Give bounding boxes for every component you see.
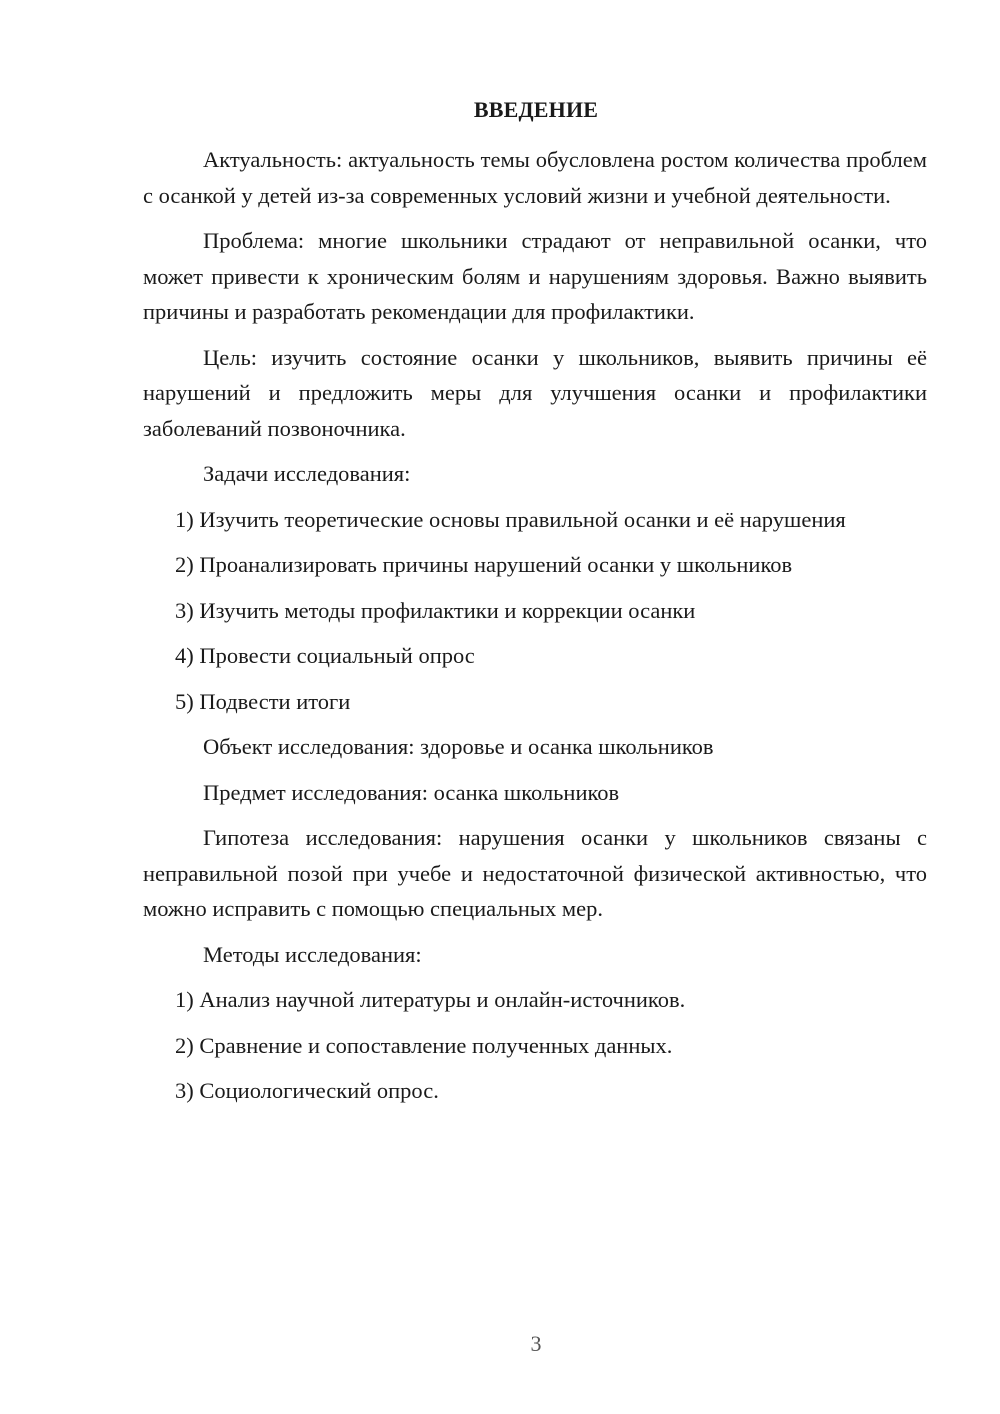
list-item: 1) Анализ научной литературы и онлайн-источников. <box>175 987 686 1012</box>
methods-list <box>143 982 927 1109</box>
object-paragraph: Объект исследования: здоровье и осанка школьников <box>203 734 714 759</box>
goal-paragraph: Цель: изучить состояние осанки у школьников, выявить причины её нарушений и предложить меры для улучшения осанки и профилактики заболеваний позвоночника. <box>143 344 927 441</box>
methods-heading: Методы исследования: <box>203 941 422 967</box>
hypothesis-paragraph: Гипотеза исследования: нарушения осанки у школьников связаны с неправильной позой при учебе и недостаточной физической активностью, что можно исправить с помощью специальных мер. <box>143 825 927 921</box>
list-item: 2) Проанализировать причины нарушений осанки у школьников <box>175 552 793 577</box>
problem-paragraph: Проблема: многие школьники страдают от неправильной осанки, что может привести к хроническим болям и нарушениям здоровья. Важно выявить причины и разработать рекомендации для профилактики. <box>143 228 927 324</box>
list-item: 2) Сравнение и сопоставление полученных данных. <box>175 1032 673 1058</box>
subject-paragraph: Предмет исследования: осанка школьников <box>203 779 620 805</box>
list-item: 1) Изучить теоретические основы правильной осанки и её нарушения <box>175 506 846 532</box>
list-item: 5) Подвести итоги <box>175 688 351 714</box>
list-item: 4) Провести социальный опрос <box>175 643 475 668</box>
tasks-heading: Задачи исследования: <box>203 461 411 486</box>
tasks-list <box>143 502 927 720</box>
page-number: 3 <box>530 1331 542 1356</box>
document-body <box>143 142 927 1119</box>
list-item: 3) Изучить методы профилактики и коррекции осанки <box>175 597 696 623</box>
relevance-paragraph: Актуальность: актуальность темы обусловлена ростом количества проблем с осанкой у детей из-за современных условий жизни и учебной деятельности. <box>143 147 927 208</box>
list-item: 3) Социологический опрос. <box>175 1078 439 1103</box>
page-title: ВВЕДЕНИЕ <box>473 97 599 122</box>
